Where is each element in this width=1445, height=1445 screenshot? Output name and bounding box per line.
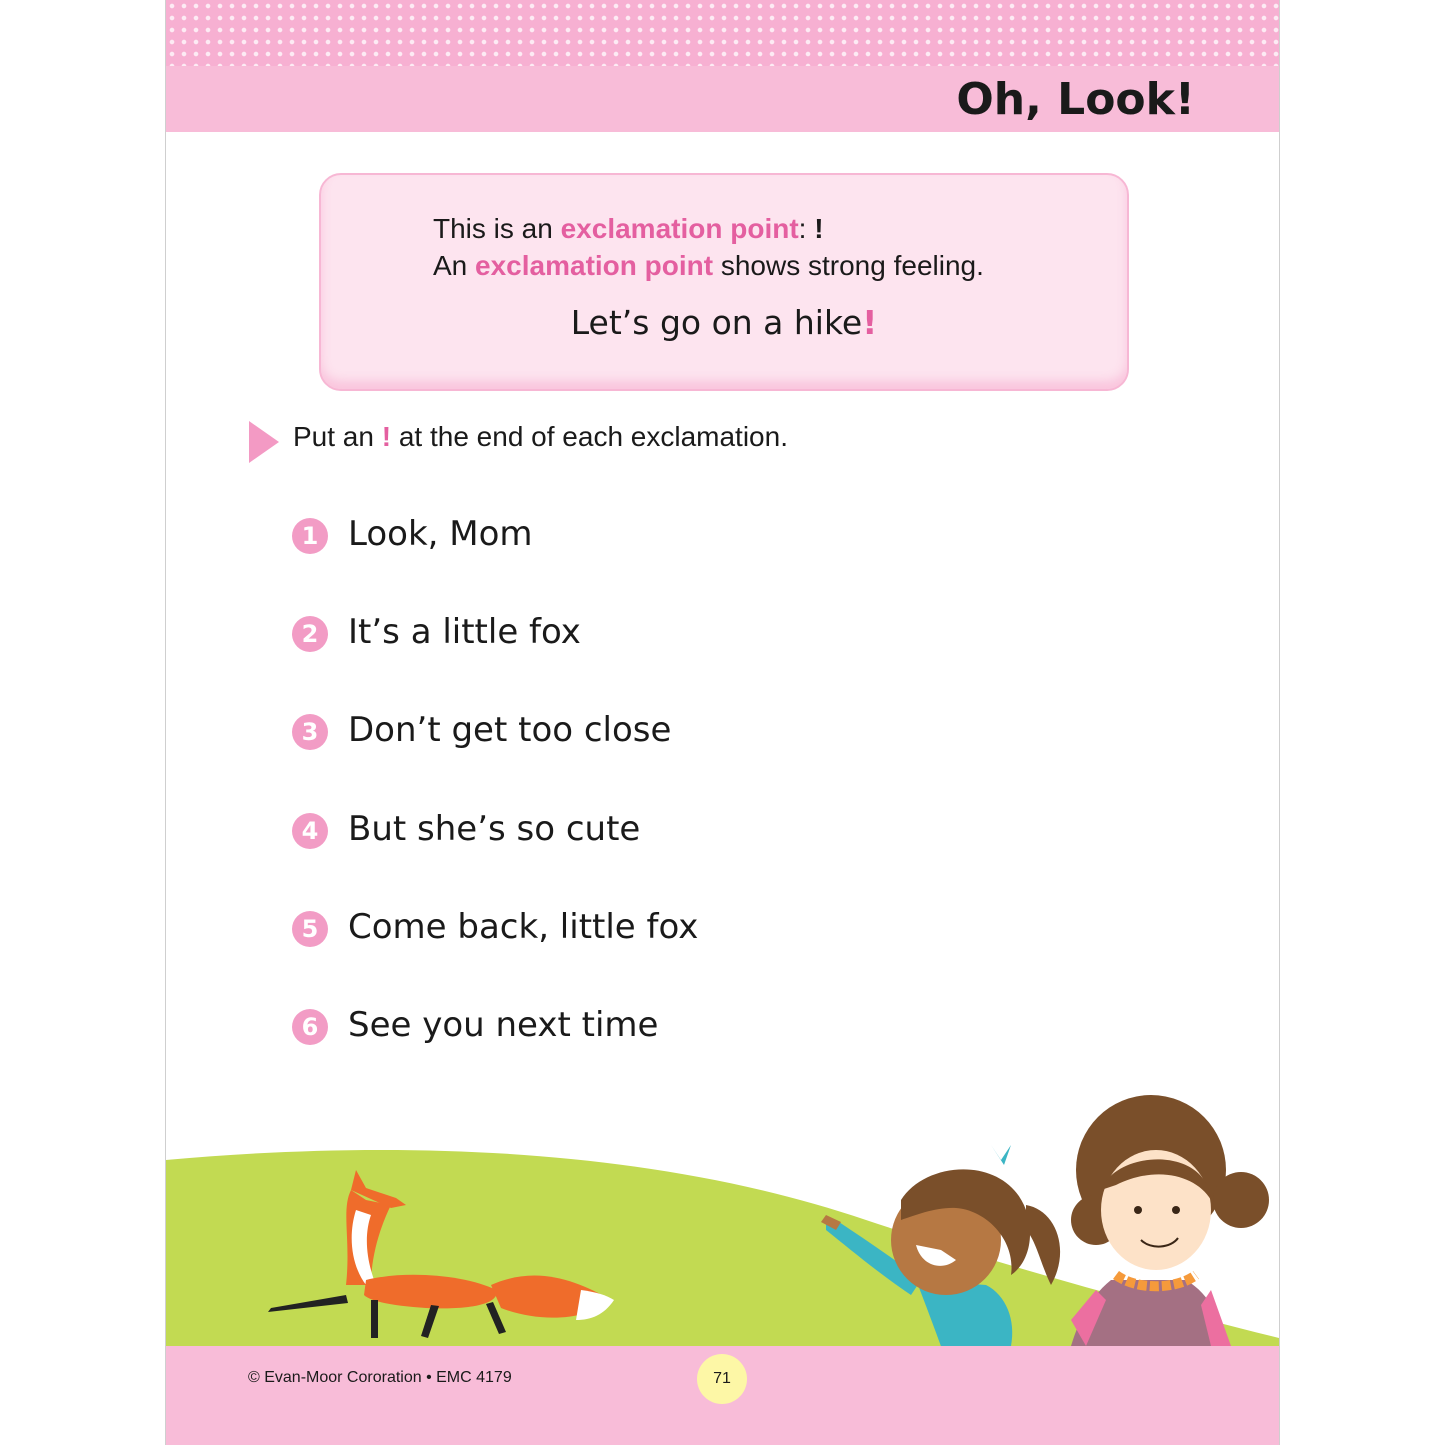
exercise-sentence[interactable]: Look, Mom: [348, 514, 533, 554]
item-number-badge: 5: [292, 911, 328, 947]
instruction-text: Put an ! at the end of each exclamation.: [293, 421, 788, 452]
item-number-badge: 6: [292, 1009, 328, 1045]
polka-dot-banner: [166, 0, 1279, 66]
exercise-sentence[interactable]: But she’s so cute: [348, 809, 641, 849]
hillside-illustration: [166, 1090, 1279, 1346]
definition-line-1: This is an exclamation point: !: [433, 213, 824, 244]
definition-line-2: An exclamation point shows strong feeling.: [433, 250, 984, 281]
exclamation-mark: !: [814, 213, 824, 244]
example-exclamation-mark: !: [862, 303, 878, 342]
highlighted-term: exclamation point: [560, 213, 799, 244]
exercise-sentence[interactable]: Don’t get too close: [348, 710, 672, 750]
page-title: Oh, Look!: [956, 74, 1195, 125]
exercise-sentence[interactable]: See you next time: [348, 1005, 659, 1045]
item-number-badge: 1: [292, 518, 328, 554]
page-number-badge: 71: [697, 1354, 747, 1404]
title-band: [166, 66, 1279, 132]
footer-band: [166, 1346, 1279, 1445]
copyright-notice: © Evan-Moor Cororation • EMC 4179: [248, 1369, 512, 1386]
exercise-sentence[interactable]: It’s a little fox: [348, 612, 581, 652]
definition-box: [319, 173, 1129, 391]
worksheet-page: [165, 0, 1280, 1445]
girl-with-curly-hair-illustration: [1071, 1095, 1269, 1346]
triangle-arrow-icon: [249, 421, 279, 463]
item-number-badge: 2: [292, 616, 328, 652]
item-number-badge: 3: [292, 714, 328, 750]
instruction-exclamation-mark: !: [381, 421, 392, 452]
example-sentence: Let’s go on a hike!: [570, 303, 878, 342]
exercise-sentence[interactable]: Come back, little fox: [348, 907, 699, 947]
item-number-badge: 4: [292, 813, 328, 849]
highlighted-term: exclamation point: [475, 250, 714, 281]
